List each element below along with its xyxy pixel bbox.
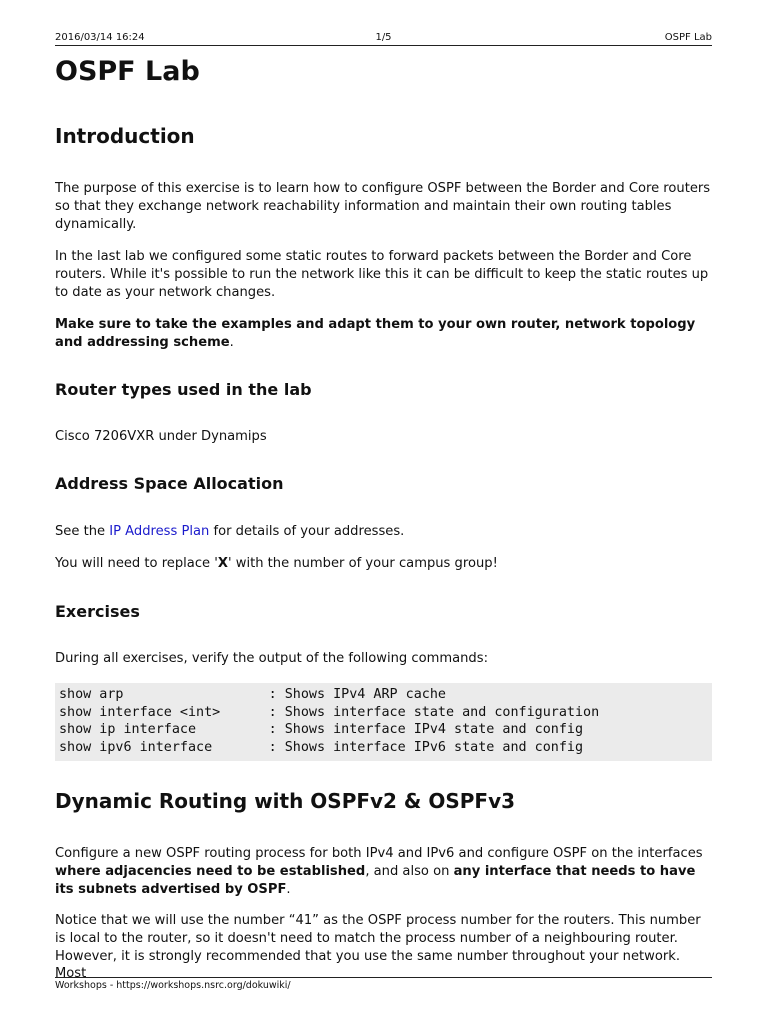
dynamic-paragraph-1: Configure a new OSPF routing process for both IPv4 and IPv6 and configure OSPF on the interfaces where adjacencies need to be established, and also on any interface that needs to have its subnets advertised by OSPF.: [55, 846, 703, 897]
address-space-heading: Address Space Allocation: [55, 474, 284, 493]
page-header: [55, 32, 712, 46]
intro-paragraph-2: In the last lab we configured some static routes to forward packets between the Border and Core routers. While it's possible to run the network like this it can be difficult to keep the static routes up to date as your network changes.: [55, 249, 709, 300]
dynamic-paragraph-2: Notice that we will use the number “41” as the OSPF process number for the routers. This number is local to the router, so it doesn't need to match the process number of a neighbouring router. However, it is strongly recommended that you use the same number throughout your network. Most: [55, 913, 701, 982]
address-plan-paragraph: See the IP Address Plan for details of your addresses.: [55, 524, 405, 539]
replace-x-paragraph: You will need to replace 'X' with the number of your campus group!: [55, 556, 498, 571]
header-doc-title: OSPF Lab: [664, 32, 712, 43]
intro-heading: Introduction: [55, 124, 195, 148]
command-name: show ipv6 interface: [59, 739, 269, 755]
emphasis-text: Make sure to take the examples and adapt them to your own router, network topology and addressing scheme: [55, 317, 696, 350]
page-footer: Workshops - https://workshops.nsrc.org/dokuwiki/: [55, 977, 712, 993]
intro-paragraph-3: Make sure to take the examples and adapt them to your own router, network topology and addressing scheme.: [55, 317, 696, 350]
command-description: : Shows interface IPv6 state and config: [268, 739, 584, 755]
command-description: : Shows interface state and configuration: [268, 704, 600, 720]
header-page-number: 1/5: [375, 32, 392, 43]
command-name: show ip interface: [59, 722, 269, 738]
command-name: show interface <int>: [59, 704, 269, 720]
exercises-text: During all exercises, verify the output of the following commands:: [55, 651, 488, 666]
exercises-heading: Exercises: [55, 602, 140, 621]
dynamic-routing-heading: Dynamic Routing with OSPFv2 & OSPFv3: [55, 789, 516, 813]
command-line: [59, 722, 583, 737]
command-description: : Shows interface IPv4 state and config: [268, 722, 584, 738]
command-name: show arp: [59, 687, 269, 702]
header-timestamp: 2016/03/14 16:24: [55, 32, 145, 43]
command-description: : Shows IPv4 ARP cache: [268, 687, 446, 702]
router-types-text: Cisco 7206VXR under Dynamips: [55, 429, 267, 444]
router-types-heading: Router types used in the lab: [55, 380, 312, 399]
intro-paragraph-1: The purpose of this exercise is to learn how to configure OSPF between the Border and Core routers so that they exchange network reachability information and maintain their own routing tables dynamically.: [55, 181, 711, 232]
command-code-block: [55, 683, 712, 761]
command-line: [59, 705, 599, 720]
ip-address-plan-link[interactable]: IP Address Plan: [109, 524, 210, 539]
command-line: [59, 687, 446, 702]
page-title: OSPF Lab: [55, 56, 200, 87]
command-line: [59, 740, 583, 755]
